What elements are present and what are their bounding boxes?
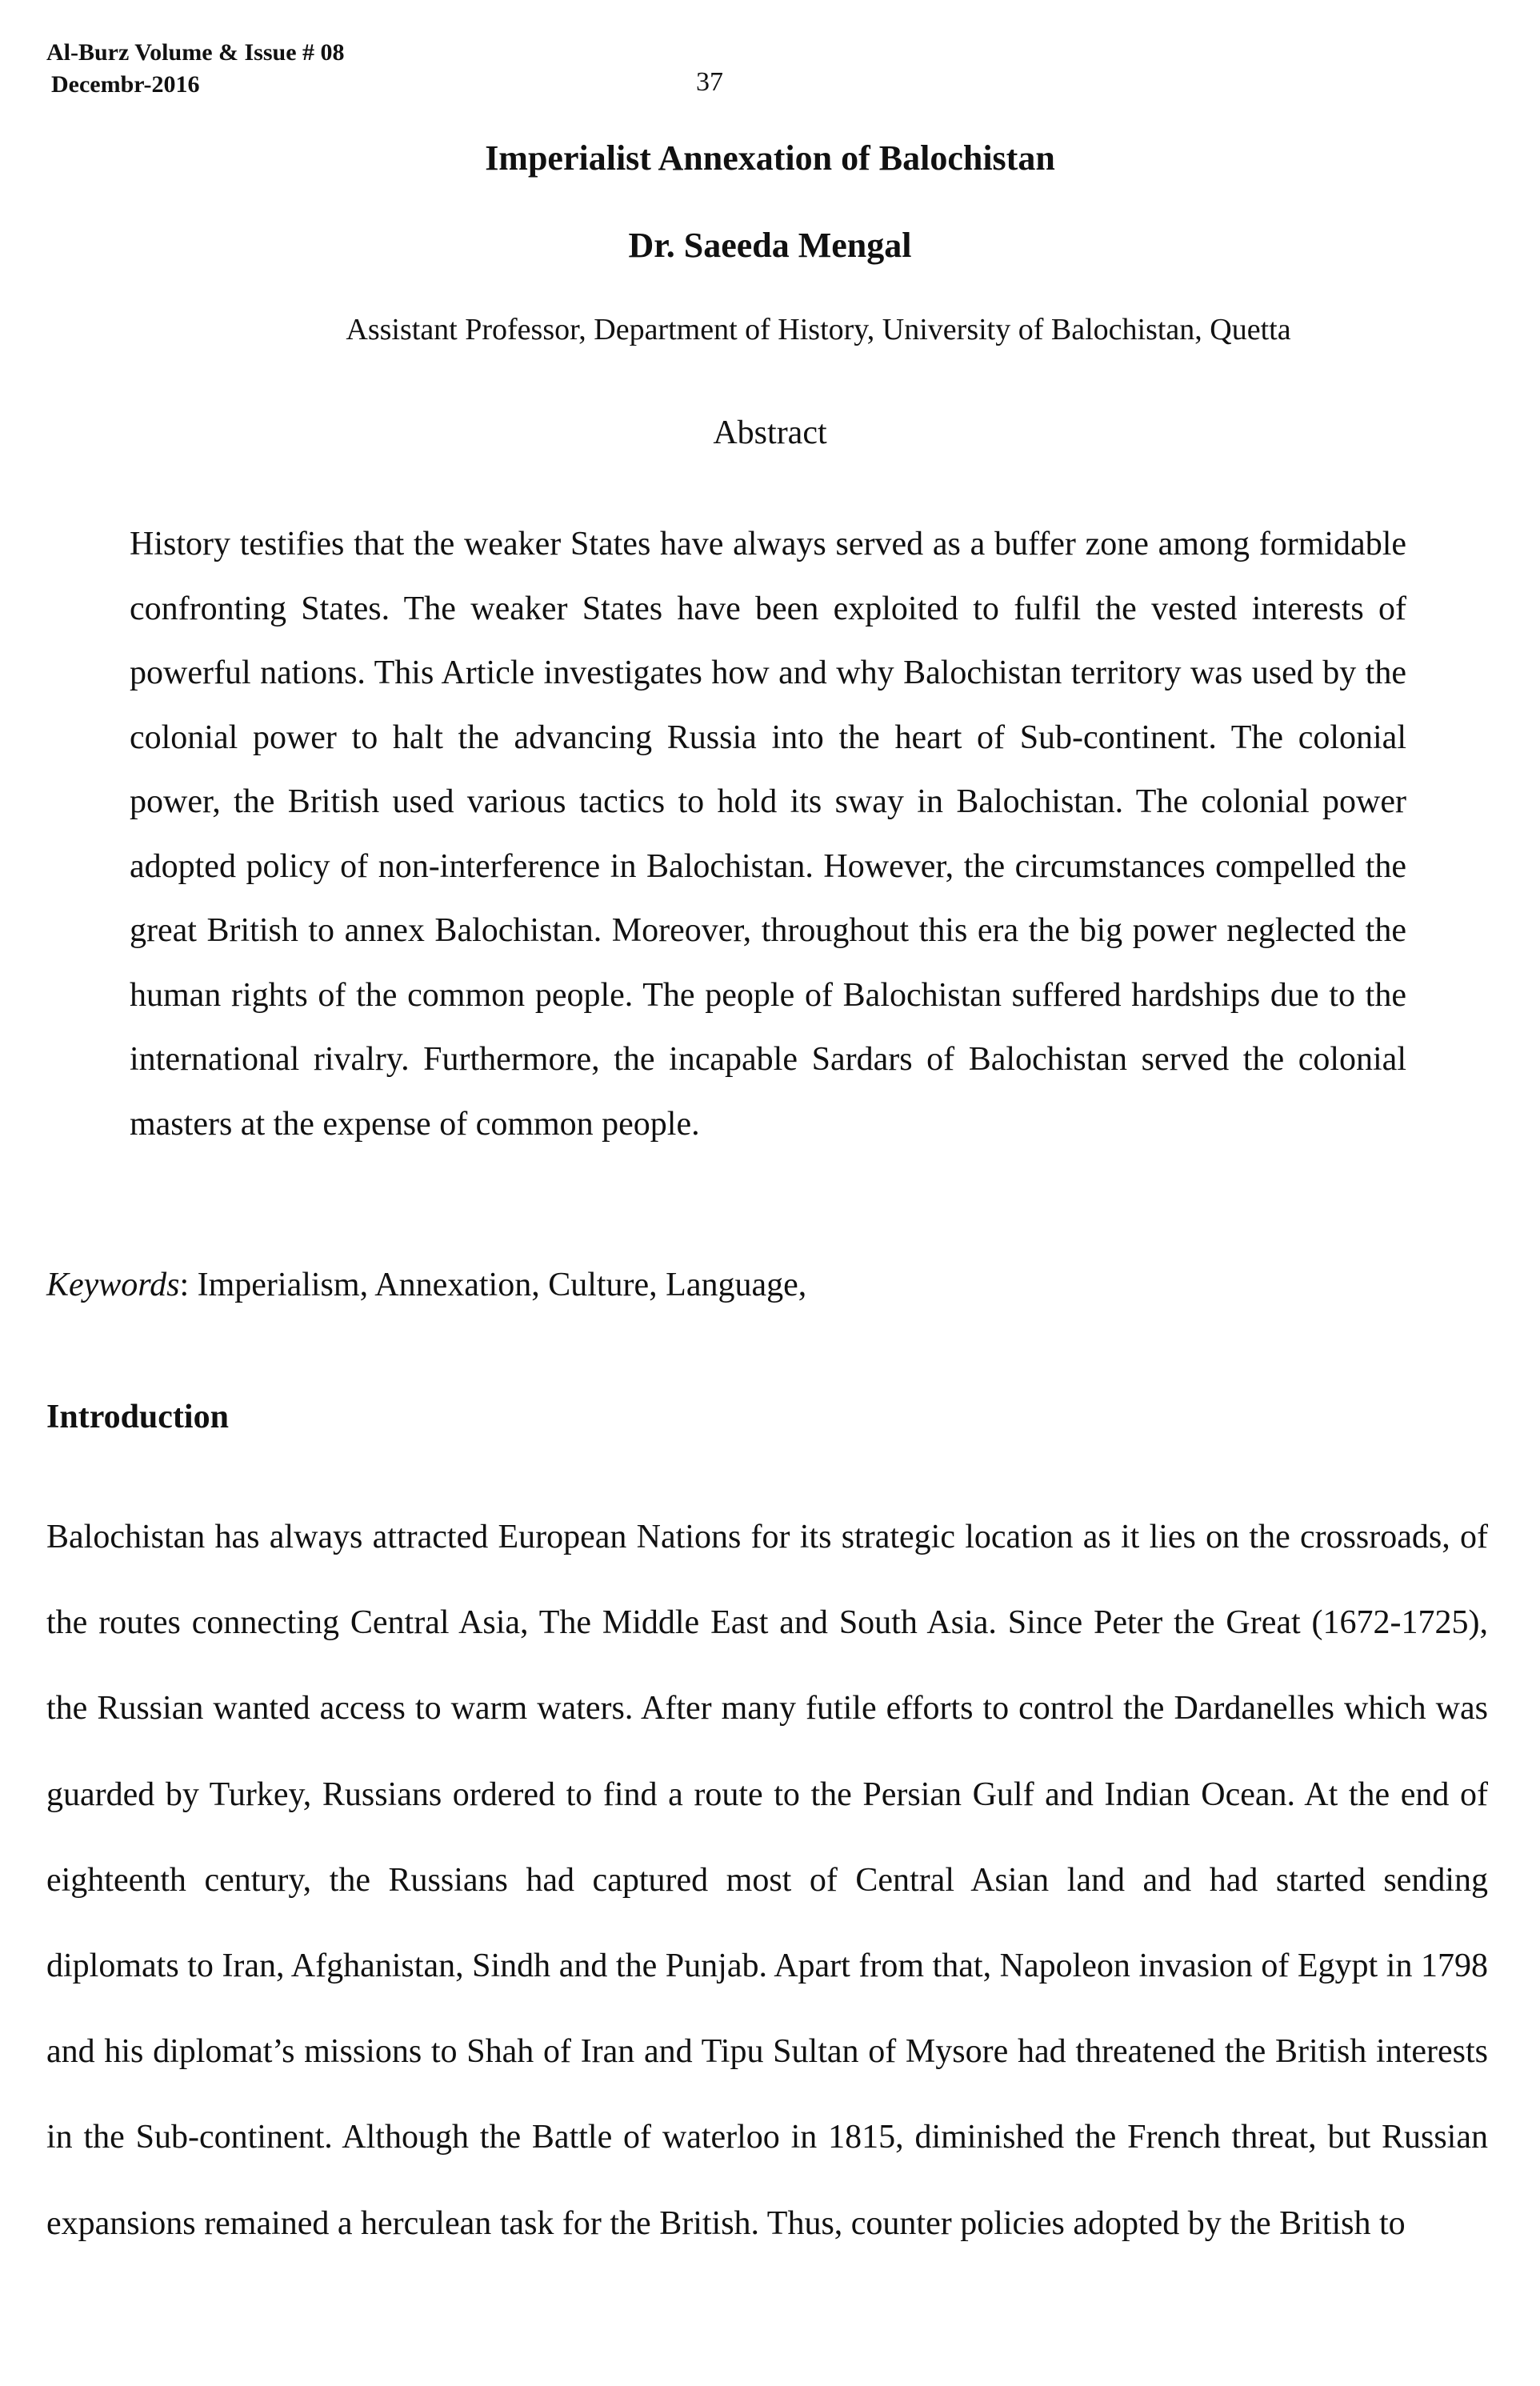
abstract-text: History testifies that the weaker States have always served as a buffer zone among formidable confronting States. The weaker States have been exploited to fulfil the vested interests of powerful nations. This Article investigates how and why Balochistan territory was used by the colonial power to halt the advancing Russia into the heart of Sub-continent. The colonial power, the British used various tactics to hold its sway in Balochistan. The colonial power adopted policy of non-interference in Balochistan. However, the circumstances compelled the great British to annex Balochistan. Moreover, throughout this era the big power neglected the human rights of the common people. The people of Balochistan suffered hardships due to the international rivalry. Furthermore, the incapable Sardars of Balochistan served the colonial masters at the expense of common people. [130, 526, 1406, 1143]
issue-date: Decembr-2016 [51, 71, 200, 98]
keywords-values: Imperialism, Annexation, Culture, Language, [197, 1267, 807, 1303]
keywords-label: Keywords [46, 1267, 180, 1303]
running-head [46, 37, 345, 101]
author-name: Dr. Saeeda Mengal [628, 226, 912, 265]
keywords-line [46, 1266, 806, 1304]
article-title: Imperialist Annexation of Balochistan [485, 138, 1055, 178]
keywords-colon: : [179, 1267, 198, 1303]
introduction-heading: Introduction [46, 1399, 229, 1435]
page-number: 37 [696, 67, 723, 97]
author-affiliation: Assistant Professor, Department of History, University of Balochistan, Quetta [346, 313, 1291, 346]
abstract-heading: Abstract [713, 414, 827, 451]
journal-issue: Al-Burz Volume & Issue # 08 [46, 39, 345, 66]
introduction-text: Balochistan has always attracted European Nations for its strategic location as it lies on the crossroads, of the routes connecting Central Asia, The Middle East and South Asia. Since Peter the Great (1672-1725), the Russian wanted access to warm waters. After many futile efforts to control the Dardanelles which was guarded by Turkey, Russians ordered to find a route to the Persian Gulf and Indian Ocean. At the end of eighteenth century, the Russians had captured most of Central Asian land and had started sending diplomats to Iran, Afghanistan, Sindh and the Punjab. Apart from that, Napoleon invasion of Egypt in 1798 and his diplomat’s missions to Shah of Iran and Tipu Sultan of Mysore had threatened the British interests in the Sub-continent. Although the Battle of waterloo in 1815, diminished the French threat, but Russian expansions remained a herculean task for the British. Thus, counter policies adopted by the British to [46, 1519, 1488, 2242]
